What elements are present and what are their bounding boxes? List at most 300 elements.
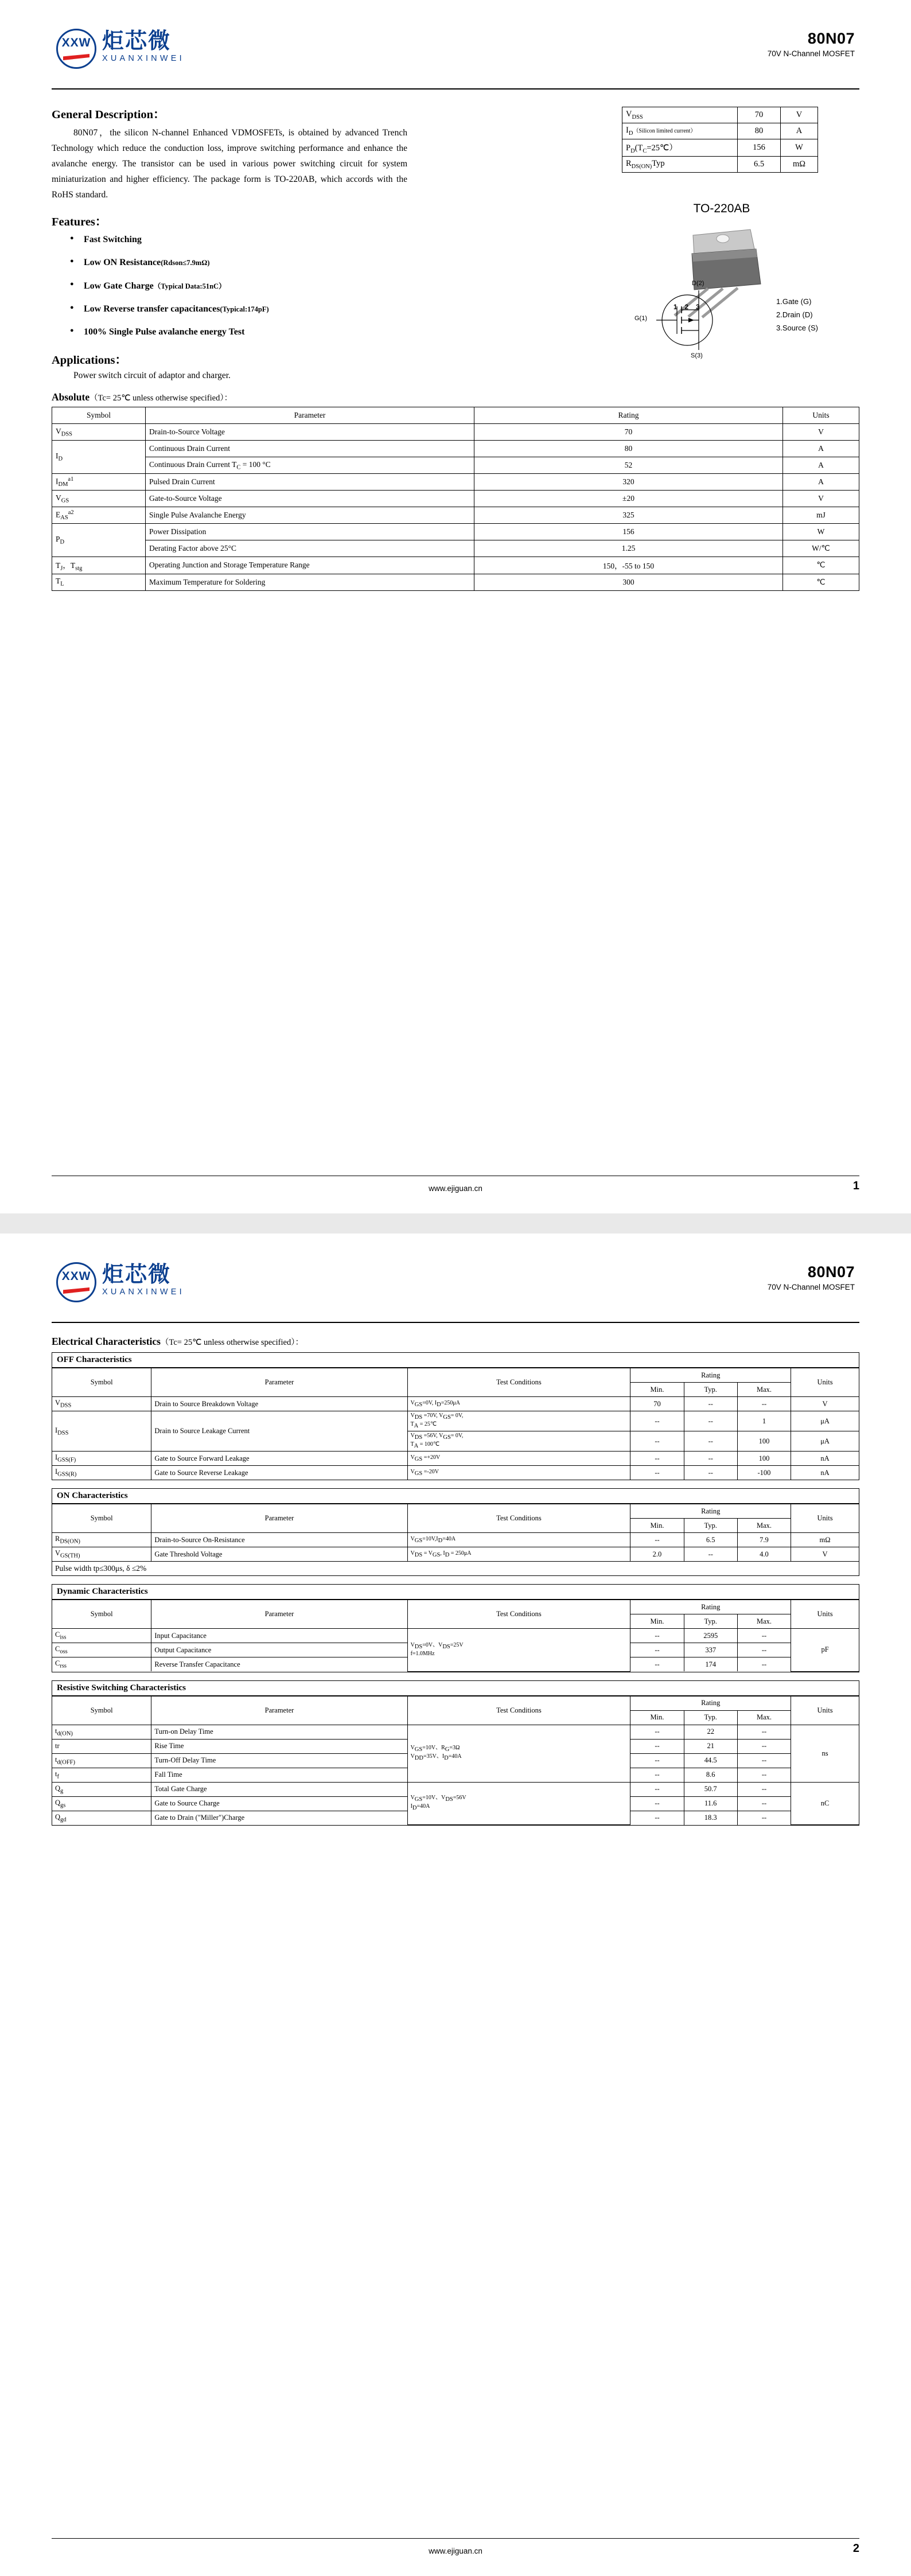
symbol-td-off: $t_{d(OFF)}$ xyxy=(52,1753,151,1768)
parameter-cell: Operating Junction and Storage Temperature Range xyxy=(146,557,474,574)
page-header xyxy=(52,1233,859,1318)
max-cell: 100 xyxy=(737,1431,791,1452)
typ-cell: -- xyxy=(684,1466,737,1480)
parameter-cell: Maximum Temperature for Soldering xyxy=(146,574,474,590)
electrical-characteristics-title xyxy=(52,1336,859,1348)
page-1-body xyxy=(52,90,859,591)
on-characteristics-block xyxy=(52,1488,859,1576)
conditions-cell: VGS=0V, ID=250μA xyxy=(407,1397,630,1411)
table-row xyxy=(52,1397,859,1411)
parameter-cell: Rise Time xyxy=(151,1739,407,1753)
typ-cell: 11.6 xyxy=(684,1796,737,1811)
list-item xyxy=(84,235,859,245)
parameter-cell: Power Dissipation xyxy=(146,524,474,540)
rating-cell: ±20 xyxy=(474,491,783,507)
max-cell: -- xyxy=(737,1753,791,1768)
min-cell: -- xyxy=(630,1782,684,1796)
col-symbol: Symbol xyxy=(52,1504,151,1533)
conditions-cell: VDS =56V, VGS= 0V, TA = 100℃ xyxy=(407,1431,630,1452)
col-max: Max. xyxy=(737,1614,791,1629)
table-header-row xyxy=(52,407,859,424)
symbol-ciss: $C_{iss}$ xyxy=(52,1629,151,1643)
table-row xyxy=(622,156,818,172)
table-row xyxy=(52,457,859,474)
rating-cell: 80 xyxy=(474,441,783,457)
units-cell: nC xyxy=(791,1782,859,1825)
typ-cell: -- xyxy=(684,1431,737,1452)
logo-mark-icon xyxy=(56,1262,96,1302)
typ-cell: 22 xyxy=(684,1725,737,1739)
spec-label-id: $I_D(Silicon$ limited current） xyxy=(622,123,738,139)
min-cell: -- xyxy=(630,1466,684,1480)
max-cell: -- xyxy=(737,1397,791,1411)
symbol-coss: $C_{oss}$ xyxy=(52,1643,151,1657)
rating-cell: 70 xyxy=(474,424,783,441)
typ-cell: 2595 xyxy=(684,1629,737,1643)
table-row xyxy=(52,574,859,590)
table-row xyxy=(52,507,859,524)
parameter-cell: Gate-to-Source Voltage xyxy=(146,491,474,507)
feature-label: Fast Switching xyxy=(84,235,142,244)
typ-cell: 21 xyxy=(684,1739,737,1753)
col-symbol: Symbol xyxy=(52,1696,151,1725)
conditions-cell: VGS=10V、RG=3Ω VDD=35V、ID=40A xyxy=(407,1725,630,1782)
summary-spec-table xyxy=(622,107,818,173)
parameter-cell: Total Gate Charge xyxy=(151,1782,407,1796)
min-cell: -- xyxy=(630,1411,684,1431)
units-cell: pF xyxy=(791,1629,859,1672)
symbol-td-on: $t_{d(ON)}$ xyxy=(52,1725,151,1739)
table-row xyxy=(622,123,818,139)
units-cell: nA xyxy=(791,1452,859,1466)
parameter-cell: Output Capacitance xyxy=(151,1643,407,1657)
part-number: 80N07 xyxy=(807,1263,855,1281)
dynamic-characteristics-title: Dynamic Characteristics xyxy=(52,1585,859,1600)
table-row xyxy=(622,139,818,157)
conditions-cell: VGS =+20V xyxy=(407,1452,630,1466)
parameter-cell: Turn-on Delay Time xyxy=(151,1725,407,1739)
resistive-switching-table xyxy=(52,1696,859,1826)
col-typ: Typ. xyxy=(684,1614,737,1629)
features-title: Features： xyxy=(52,216,107,228)
symbol-tl: $T_L$ xyxy=(52,574,146,590)
units-cell: μA xyxy=(791,1411,859,1431)
col-rating: Rating xyxy=(630,1696,791,1710)
col-test-conditions: Test Conditions xyxy=(407,1696,630,1725)
max-cell: -- xyxy=(737,1739,791,1753)
part-description: 70V N-Channel MOSFET xyxy=(767,1283,855,1291)
min-cell: -- xyxy=(630,1725,684,1739)
feature-label: Low ON Resistance xyxy=(84,258,161,267)
absolute-ratings-label: Absolute xyxy=(52,391,90,403)
spec-label-vdss: $V_{DSS}$ xyxy=(622,107,738,123)
on-characteristics-table xyxy=(52,1504,859,1575)
logo-text-block xyxy=(102,1262,185,1297)
symbol-crss: $C_{rss}$ xyxy=(52,1657,151,1672)
part-number: 80N07 xyxy=(807,30,855,47)
resistive-switching-block xyxy=(52,1680,859,1826)
max-cell: -- xyxy=(737,1725,791,1739)
units-cell: V xyxy=(791,1547,859,1562)
min-cell: -- xyxy=(630,1657,684,1672)
page-1-footer xyxy=(52,1176,859,1193)
rating-cell: 52 xyxy=(474,457,783,474)
table-row xyxy=(52,1629,859,1643)
logo-english-name: XUANXINWEI xyxy=(102,1287,185,1297)
page-2-body xyxy=(52,1323,859,1826)
min-cell: 70 xyxy=(630,1397,684,1411)
spec-value-pd: 156 xyxy=(738,139,781,157)
max-cell: -- xyxy=(737,1768,791,1782)
page-1 xyxy=(0,0,911,1213)
col-min: Min. xyxy=(630,1519,684,1533)
spec-unit-vdss: V xyxy=(781,107,818,123)
part-description: 70V N-Channel MOSFET xyxy=(767,49,855,58)
table-row xyxy=(52,1411,859,1431)
logo-swoosh-icon xyxy=(63,54,89,60)
applications-title: Applications： xyxy=(52,354,127,367)
table-header-row xyxy=(52,1600,859,1614)
symbol-label-source: S(3) xyxy=(691,352,703,359)
symbol-id: $I_D$ xyxy=(52,441,146,474)
resistive-switching-title: Resistive Switching Characteristics xyxy=(52,1681,859,1696)
mosfet-symbol-diagram xyxy=(624,279,859,365)
conditions-cell: VDS = VGS, ID = 250μA xyxy=(407,1547,630,1562)
col-typ: Typ. xyxy=(684,1519,737,1533)
min-cell: -- xyxy=(630,1643,684,1657)
parameter-cell: Continuous Drain Current xyxy=(146,441,474,457)
footer-content xyxy=(52,1176,859,1193)
parameter-cell: Single Pulse Avalanche Energy xyxy=(146,507,474,524)
parameter-cell: Fall Time xyxy=(151,1768,407,1782)
logo-text-block xyxy=(102,29,185,63)
table-row xyxy=(52,424,859,441)
col-parameter: Parameter xyxy=(151,1600,407,1629)
col-test-conditions: Test Conditions xyxy=(407,1600,630,1629)
col-min: Min. xyxy=(630,1614,684,1629)
min-cell: -- xyxy=(630,1768,684,1782)
col-test-conditions: Test Conditions xyxy=(407,1368,630,1397)
symbol-label-gate: G(1) xyxy=(634,315,647,322)
typ-cell: -- xyxy=(684,1547,737,1562)
min-cell: 2.0 xyxy=(630,1547,684,1562)
rating-cell: 320 xyxy=(474,474,783,491)
dynamic-characteristics-block xyxy=(52,1584,859,1672)
parameter-cell: Pulsed Drain Current xyxy=(146,474,474,491)
rating-cell: 325 xyxy=(474,507,783,524)
general-description-text: 80N07，the silicon N-channel Enhanced VDMOSFETs, is obtained by advanced Trench Technology which reduce the conduction loss, improve switching performance and enhance the avalanche energy. The transistor can be used in various power switching circuit for system miniaturization and higher efficiency. The package form is TO-220AB, which accords with the RoHS standard. xyxy=(52,128,407,200)
spec-value-id: 80 xyxy=(738,123,781,139)
col-units: Units xyxy=(791,1696,859,1725)
table-row xyxy=(52,491,859,507)
units-cell: A xyxy=(783,474,859,491)
logo-english-name: XUANXINWEI xyxy=(102,54,185,63)
min-cell: -- xyxy=(630,1739,684,1753)
list-item xyxy=(84,327,859,337)
pin-legend-item-drain: 2.Drain (D) xyxy=(776,310,813,319)
min-cell: -- xyxy=(630,1533,684,1547)
company-logo xyxy=(56,29,185,69)
col-units: Units xyxy=(791,1504,859,1533)
table-row xyxy=(52,441,859,457)
spec-label-pd: $P_D(T_C=25℃)$ xyxy=(622,139,738,157)
spec-unit-rdson: mΩ xyxy=(781,156,818,172)
min-cell: -- xyxy=(630,1811,684,1825)
col-symbol: Symbol xyxy=(52,1600,151,1629)
feature-note: (Typical:174pF) xyxy=(220,305,269,313)
symbol-idm: $I_{DM}^{a1}$ xyxy=(52,474,146,491)
table-row xyxy=(52,1452,859,1466)
table-row xyxy=(52,474,859,491)
units-cell: mΩ xyxy=(791,1533,859,1547)
absolute-ratings-title xyxy=(52,391,859,403)
typ-cell: 44.5 xyxy=(684,1753,737,1768)
col-parameter: Parameter xyxy=(151,1368,407,1397)
parameter-cell: Gate Threshold Voltage xyxy=(151,1547,407,1562)
rating-cell: 1.25 xyxy=(474,540,783,557)
units-cell: ℃ xyxy=(783,557,859,574)
rating-cell: 150，-55 to 150 xyxy=(474,557,783,574)
parameter-cell: Gate to Source Reverse Leakage xyxy=(151,1466,407,1480)
parameter-cell: Drain-to-Source Voltage xyxy=(146,424,474,441)
max-cell: -- xyxy=(737,1643,791,1657)
col-parameter: Parameter xyxy=(146,407,474,424)
symbol-tj-tstg: $T_J$，$T_{stg}$ xyxy=(52,557,146,574)
typ-cell: -- xyxy=(684,1411,737,1431)
parameter-cell: Gate to Drain ("Miller")Charge xyxy=(151,1811,407,1825)
conditions-cell: VGS=10V,ID=40A xyxy=(407,1533,630,1547)
typ-cell: 174 xyxy=(684,1657,737,1672)
min-cell: -- xyxy=(630,1796,684,1811)
typ-cell: -- xyxy=(684,1397,737,1411)
package-title: TO-220AB xyxy=(693,202,750,215)
symbol-eas: $E_{AS}^{a2}$ xyxy=(52,507,146,524)
rating-cell: 300 xyxy=(474,574,783,590)
absolute-ratings-note: （Tc= 25℃ unless otherwise specified）： xyxy=(89,394,233,403)
units-cell: ℃ xyxy=(783,574,859,590)
parameter-cell: Input Capacitance xyxy=(151,1629,407,1643)
logo-chinese-name: 炬芯微 xyxy=(102,1262,172,1287)
page-2 xyxy=(0,1233,911,2576)
spec-value-vdss: 70 xyxy=(738,107,781,123)
units-cell: nA xyxy=(791,1466,859,1480)
symbol-idss: $I_{DSS}$ xyxy=(52,1411,151,1452)
col-units: Units xyxy=(783,407,859,424)
table-row xyxy=(52,1782,859,1796)
col-rating: Rating xyxy=(630,1600,791,1614)
logo-mark-text: XXW xyxy=(61,36,91,49)
company-logo xyxy=(56,1262,185,1302)
table-row xyxy=(622,107,818,123)
page-2-footer xyxy=(52,2538,859,2555)
typ-cell: 6.5 xyxy=(684,1533,737,1547)
units-cell: V xyxy=(791,1397,859,1411)
feature-label: Low Gate Charge xyxy=(84,281,154,291)
symbol-vdss: $V_{DSS}$ xyxy=(52,1397,151,1411)
col-rating: Rating xyxy=(474,407,783,424)
logo-chinese-name: 炬芯微 xyxy=(102,28,172,53)
parameter-cell: Gate to Source Forward Leakage xyxy=(151,1452,407,1466)
logo-swoosh-icon xyxy=(63,1287,89,1294)
max-cell: 1 xyxy=(737,1411,791,1431)
col-units: Units xyxy=(791,1600,859,1629)
pin-legend-item-source: 3.Source (S) xyxy=(776,324,818,332)
table-header-row xyxy=(52,1368,859,1383)
spec-label-rdson: $R_{DS(ON)}Typ$ xyxy=(622,156,738,172)
symbol-pd: $P_D$ xyxy=(52,524,146,557)
symbol-vgsth: $V_{GS(TH)}$ xyxy=(52,1547,151,1562)
off-characteristics-block xyxy=(52,1352,859,1480)
off-characteristics-title: OFF Characteristics xyxy=(52,1353,859,1368)
conditions-cell: VDS=0V、VDS=25V f=1.0MHz xyxy=(407,1629,630,1672)
list-item xyxy=(84,304,859,314)
conditions-cell: VDS =70V, VGS= 0V, TA = 25℃ xyxy=(407,1411,630,1431)
spec-value-rdson: 6.5 xyxy=(738,156,781,172)
package-pin-numbers: 1 2 3 xyxy=(673,304,703,311)
col-max: Max. xyxy=(737,1383,791,1397)
max-cell: 7.9 xyxy=(737,1533,791,1547)
pulse-width-note: Pulse width tp≤300μs, δ ≤2% xyxy=(52,1562,859,1576)
units-cell: W xyxy=(783,524,859,540)
symbol-tf: $t_f$ xyxy=(52,1768,151,1782)
col-parameter: Parameter xyxy=(151,1696,407,1725)
units-cell: μA xyxy=(791,1431,859,1452)
parameter-cell: Gate to Source Charge xyxy=(151,1796,407,1811)
parameter-cell: Drain to Source Breakdown Voltage xyxy=(151,1397,407,1411)
list-item xyxy=(84,281,859,291)
col-rating: Rating xyxy=(630,1368,791,1383)
feature-label: Low Reverse transfer capacitances xyxy=(84,304,220,314)
ec-title-label: Electrical Characteristics xyxy=(52,1336,161,1347)
max-cell: -- xyxy=(737,1657,791,1672)
footer-content xyxy=(52,2539,859,2555)
logo-mark-text: XXW xyxy=(61,1270,91,1283)
ec-title-note: （Tc= 25℃ unless otherwise specified）： xyxy=(161,1338,303,1347)
max-cell: -100 xyxy=(737,1466,791,1480)
page-gap xyxy=(0,1213,911,1233)
table-header-row xyxy=(52,1696,859,1710)
symbol-igssr: $I_{GSS(R)}$ xyxy=(52,1466,151,1480)
units-cell: A xyxy=(783,457,859,474)
footer-url[interactable]: www.ejiguan.cn xyxy=(429,2547,482,2555)
col-units: Units xyxy=(791,1368,859,1397)
col-test-conditions: Test Conditions xyxy=(407,1504,630,1533)
units-cell: V xyxy=(783,491,859,507)
off-characteristics-table xyxy=(52,1368,859,1480)
parameter-cell: Drain-to-Source On-Resistance xyxy=(151,1533,407,1547)
absolute-ratings-table xyxy=(52,407,859,591)
min-cell: -- xyxy=(630,1452,684,1466)
spec-unit-pd: W xyxy=(781,139,818,157)
col-min: Min. xyxy=(630,1710,684,1725)
parameter-cell: Continuous Drain Current $T_C = 100$ °C xyxy=(146,457,474,474)
feature-label: 100% Single Pulse avalanche energy Test xyxy=(84,327,245,337)
units-cell: A xyxy=(783,441,859,457)
footer-url[interactable]: www.ejiguan.cn xyxy=(429,1184,482,1193)
page-header xyxy=(52,0,859,85)
feature-note: (Rdson≤7.9mΩ) xyxy=(161,259,210,267)
table-header-row xyxy=(52,1504,859,1519)
typ-cell: 18.3 xyxy=(684,1811,737,1825)
table-row xyxy=(52,540,859,557)
units-cell: ns xyxy=(791,1725,859,1782)
col-max: Max. xyxy=(737,1519,791,1533)
table-row xyxy=(52,1533,859,1547)
header-part-info xyxy=(768,1263,855,1291)
typ-cell: 50.7 xyxy=(684,1782,737,1796)
min-cell: -- xyxy=(630,1431,684,1452)
symbol-vgs: $V_{GS}$ xyxy=(52,491,146,507)
conditions-cell: VGS =-20V xyxy=(407,1466,630,1480)
symbol-vdss: $V_{DSS}$ xyxy=(52,424,146,441)
page-number: 1 xyxy=(852,1180,859,1192)
on-characteristics-title: ON Characteristics xyxy=(52,1489,859,1504)
max-cell: -- xyxy=(737,1796,791,1811)
spec-unit-id: A xyxy=(781,123,818,139)
table-row xyxy=(52,557,859,574)
list-item xyxy=(84,258,859,268)
col-symbol: Symbol xyxy=(52,407,146,424)
units-cell: mJ xyxy=(783,507,859,524)
col-min: Min. xyxy=(630,1383,684,1397)
table-row xyxy=(52,1725,859,1739)
units-cell: W/℃ xyxy=(783,540,859,557)
max-cell: -- xyxy=(737,1811,791,1825)
symbol-qg: $Q_g$ xyxy=(52,1782,151,1796)
symbol-rdson: $R_{DS(ON)}$ xyxy=(52,1533,151,1547)
pin-legend-item-gate: 1.Gate (G) xyxy=(776,297,812,306)
max-cell: 100 xyxy=(737,1452,791,1466)
symbol-igssf: $I_{GSS(F)}$ xyxy=(52,1452,151,1466)
symbol-label-drain: D(2) xyxy=(692,280,704,287)
col-max: Max. xyxy=(737,1710,791,1725)
symbol-qgd: $Q_{gd}$ xyxy=(52,1811,151,1825)
table-row xyxy=(52,1547,859,1562)
rating-cell: 156 xyxy=(474,524,783,540)
max-cell: -- xyxy=(737,1629,791,1643)
col-typ: Typ. xyxy=(684,1710,737,1725)
col-symbol: Symbol xyxy=(52,1368,151,1397)
parameter-cell: Reverse Transfer Capacitance xyxy=(151,1657,407,1672)
feature-note: （Typical Data:51nC） xyxy=(153,282,226,290)
header-part-info xyxy=(768,30,855,58)
general-description-title: General Description： xyxy=(52,108,165,121)
table-row xyxy=(52,1466,859,1480)
applications-text: Power switch circuit of adaptor and charger. xyxy=(73,371,231,380)
symbol-tr: tr xyxy=(52,1739,151,1753)
max-cell: -- xyxy=(737,1782,791,1796)
table-row xyxy=(52,524,859,540)
general-description-block xyxy=(52,125,407,203)
typ-cell: -- xyxy=(684,1452,737,1466)
conditions-cell: VGS=10V、VDS=56V ID=40A xyxy=(407,1782,630,1825)
min-cell: -- xyxy=(630,1753,684,1768)
col-typ: Typ. xyxy=(684,1383,737,1397)
page-number: 2 xyxy=(852,2542,859,2555)
symbol-qgs: $Q_{gs}$ xyxy=(52,1796,151,1811)
min-cell: -- xyxy=(630,1629,684,1643)
units-cell: V xyxy=(783,424,859,441)
logo-mark-icon xyxy=(56,29,96,69)
table-row xyxy=(52,1562,859,1576)
parameter-cell: Derating Factor above 25°C xyxy=(146,540,474,557)
max-cell: 4.0 xyxy=(737,1547,791,1562)
typ-cell: 337 xyxy=(684,1643,737,1657)
col-rating: Rating xyxy=(630,1504,791,1519)
parameter-cell: Drain to Source Leakage Current xyxy=(151,1411,407,1452)
dynamic-characteristics-table xyxy=(52,1600,859,1672)
typ-cell: 8.6 xyxy=(684,1768,737,1782)
